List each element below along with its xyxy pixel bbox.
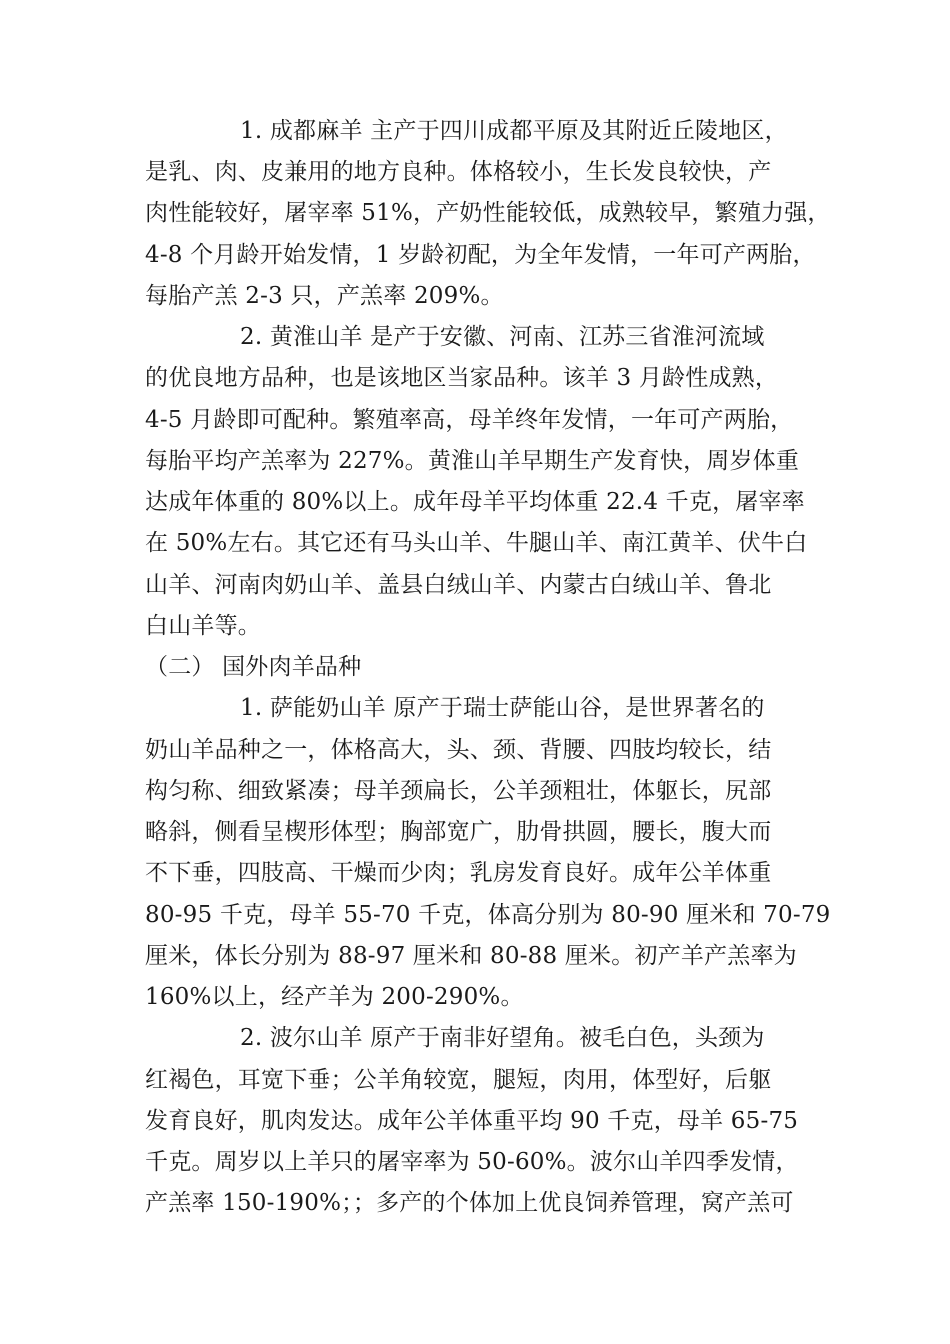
paragraph-line: 千克。周岁以上羊只的屠宰率为 50-60%。波尔山羊四季发情， <box>145 1149 799 1175</box>
paragraph-line: 山羊、河南肉奶山羊、盖县白绒山羊、内蒙古白绒山羊、鲁北 <box>145 572 772 598</box>
section-heading: （二） 国外肉羊品种 <box>145 654 362 680</box>
paragraph-line: 在 50%左右。其它还有马头山羊、牛腿山羊、南江黄羊、伏牛白 <box>145 530 808 556</box>
paragraph-line: 4-8 个月龄开始发情，1 岁龄初配，为全年发情，一年可产两胎， <box>145 242 816 268</box>
paragraph-line: 每胎平均产羔率为 227%。黄淮山羊早期生产发育快，周岁体重 <box>145 448 800 474</box>
paragraph-line: 4-5 月龄即可配种。繁殖率高，母羊终年发情，一年可产两胎， <box>145 407 794 433</box>
paragraph-line: 肉性能较好，屠宰率 51%，产奶性能较低，成熟较早，繁殖力强， <box>145 200 831 226</box>
paragraph-line: 2. 黄淮山羊 是产于安徽、河南、江苏三省淮河流域 <box>240 324 765 350</box>
paragraph-line: 略斜，侧看呈楔形体型；胸部宽广，肋骨拱圆，腰长，腹大而 <box>145 819 772 845</box>
paragraph-line: 的优良地方品种，也是该地区当家品种。该羊 3 月龄性成熟， <box>145 365 779 391</box>
paragraph-line: 1. 萨能奶山羊 原产于瑞士萨能山谷，是世界著名的 <box>240 695 765 721</box>
paragraph-line: 160%以上，经产羊为 200-290%。 <box>145 984 524 1010</box>
paragraph-line: 红褐色，耳宽下垂；公羊角较宽，腿短，肉用，体型好，后躯 <box>145 1067 772 1093</box>
paragraph-line: 不下垂，四肢高、干燥而少肉；乳房发育良好。成年公羊体重 <box>145 860 772 886</box>
paragraph-line: 构匀称、细致紧凑；母羊颈扁长，公羊颈粗壮，体躯长，尻部 <box>145 778 772 804</box>
paragraph-line: 80-95 千克，母羊 55-70 千克，体高分别为 80-90 厘米和 70-79 <box>145 902 831 928</box>
paragraph-line: 达成年体重的 80%以上。成年母羊平均体重 22.4 千克，屠宰率 <box>145 489 805 515</box>
paragraph-line: 白山羊等。 <box>145 613 261 639</box>
paragraph-line: 是乳、肉、皮兼用的地方良种。体格较小，生长发良较快，产 <box>145 159 772 185</box>
paragraph-line: 产羔率 150-190%；；多产的个体加上优良饲养管理，窝产羔可 <box>145 1190 794 1216</box>
paragraph-line: 2. 波尔山羊 原产于南非好望角。被毛白色，头颈为 <box>240 1025 765 1051</box>
paragraph-line: 1. 成都麻羊 主产于四川成都平原及其附近丘陵地区， <box>240 118 788 144</box>
paragraph-line: 发育良好，肌肉发达。成年公羊体重平均 90 千克，母羊 65-75 <box>145 1108 799 1134</box>
paragraph-line: 奶山羊品种之一，体格高大，头、颈、背腰、四肢均较长，结 <box>145 737 772 763</box>
paragraph-line: 厘米，体长分别为 88-97 厘米和 80-88 厘米。初产羊产羔率为 <box>145 943 797 969</box>
paragraph-line: 每胎产羔 2-3 只，产羔率 209%。 <box>145 283 504 309</box>
